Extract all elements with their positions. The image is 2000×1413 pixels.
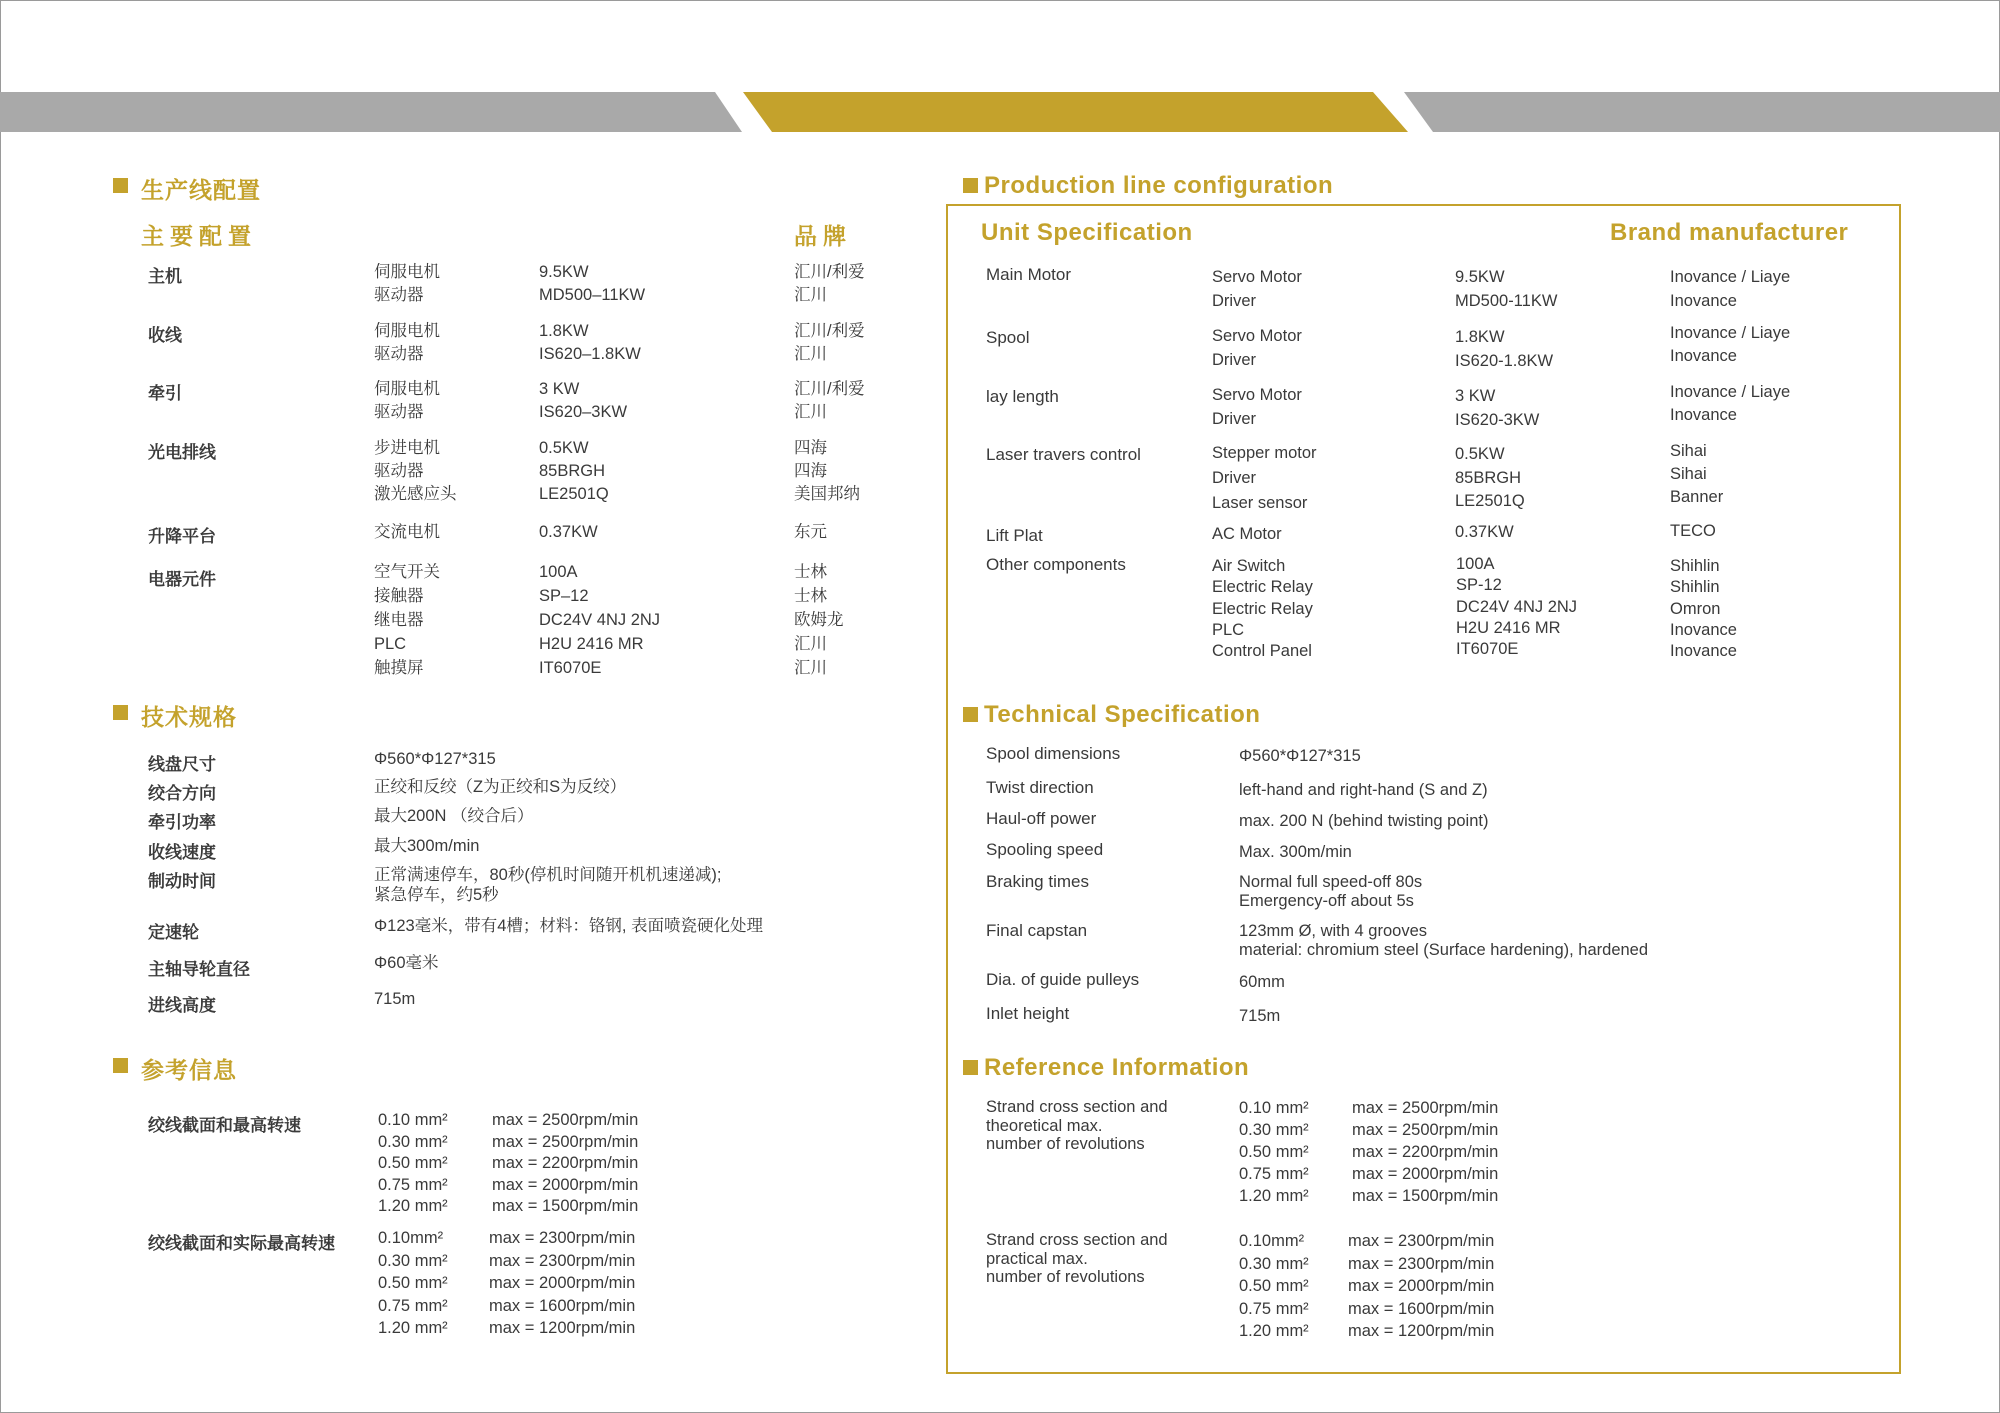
config-items: Servo Motor Driver bbox=[1212, 327, 1302, 369]
tech-value: 最大200N （绞合后） bbox=[374, 807, 534, 825]
section-title-config-en: Production line configuration bbox=[984, 172, 1334, 199]
header-banner bbox=[0, 92, 2000, 136]
config-unit: 光电排线 bbox=[148, 443, 216, 462]
ref-label: 绞线截面和实际最高转速 bbox=[148, 1234, 335, 1253]
config-items: Servo Motor Driver bbox=[1212, 268, 1302, 310]
tech-value: Max. 300m/min bbox=[1239, 843, 1352, 861]
section-title-ref-cn: 参考信息 bbox=[141, 1057, 237, 1083]
section-marker bbox=[113, 705, 128, 720]
unit-spec-heading: Unit Specification bbox=[981, 219, 1193, 246]
config-specs: 1.8KW IS620–1.8KW bbox=[539, 322, 641, 363]
tech-value: Φ560*Φ127*315 bbox=[1239, 747, 1361, 765]
main-config-heading: 主要配置 bbox=[141, 223, 257, 249]
section-title-tech-en: Technical Specification bbox=[984, 701, 1261, 728]
ref-label: Strand cross section and theoretical max. number of revolutions bbox=[986, 1098, 1168, 1153]
tech-label: Spool dimensions bbox=[986, 744, 1121, 763]
tech-value: 123mm Ø, with 4 grooves material: chromium steel (Surface hardening), hardened bbox=[1239, 922, 1649, 959]
banner-left-segment bbox=[0, 92, 742, 132]
tech-label: Final capstan bbox=[986, 921, 1088, 940]
tech-label: Braking times bbox=[986, 872, 1089, 891]
tech-value: left-hand and right-hand (S and Z) bbox=[1239, 781, 1488, 799]
ref-speeds: max = 2500rpm/min max = 2500rpm/min max = 2200rpm/min max = 2000rpm/min max = 1500rpm/min bbox=[1352, 1099, 1499, 1205]
section-title-ref-en: Reference Information bbox=[984, 1054, 1250, 1081]
config-items: 伺服电机 驱动器 bbox=[374, 263, 440, 304]
config-brands: TECO bbox=[1670, 522, 1716, 540]
config-unit: Spool bbox=[986, 328, 1030, 347]
config-specs: 0.5KW 85BRGH LE2501Q bbox=[539, 439, 609, 503]
config-specs: 9.5KW MD500–11KW bbox=[539, 263, 646, 304]
tech-value: Φ123毫米，带有4槽；材料：铬钢, 表面喷瓷硬化处理 bbox=[374, 917, 764, 935]
tech-label: Spooling speed bbox=[986, 840, 1104, 859]
config-brands: 四海 四海 美国邦纳 bbox=[794, 439, 860, 503]
tech-value: 715m bbox=[1239, 1007, 1281, 1025]
config-unit: Main Motor bbox=[986, 265, 1072, 284]
config-brands: 东元 bbox=[794, 523, 827, 541]
config-specs: 9.5KW MD500-11KW bbox=[1455, 268, 1558, 310]
tech-value: 正常满速停车，80秒(停机时间随开机机速递减); 紧急停车，约5秒 bbox=[374, 866, 722, 904]
ref-sections: 0.10mm² 0.30 mm² 0.50 mm² 0.75 mm² 1.20 mm² bbox=[1239, 1232, 1309, 1340]
config-unit: 收线 bbox=[148, 326, 182, 345]
config-items: 伺服电机 驱动器 bbox=[374, 380, 440, 421]
config-items: Stepper motor Driver Laser sensor bbox=[1212, 444, 1317, 512]
config-specs: 0.37KW bbox=[539, 523, 598, 541]
tech-label: 绞合方向 bbox=[148, 784, 216, 803]
ref-label: 绞线截面和最高转速 bbox=[148, 1116, 301, 1135]
tech-value: Φ60毫米 bbox=[374, 954, 439, 972]
brand-heading: 品牌 bbox=[794, 223, 852, 249]
config-unit: 主机 bbox=[148, 267, 182, 286]
config-items: Servo Motor Driver bbox=[1212, 386, 1302, 428]
section-marker bbox=[113, 178, 128, 193]
tech-label: 牵引功率 bbox=[148, 813, 216, 832]
tech-label: 收线速度 bbox=[148, 843, 216, 862]
brand-manufacturer-heading: Brand manufacturer bbox=[1610, 219, 1849, 246]
config-specs: 1.8KW IS620-1.8KW bbox=[1455, 328, 1554, 370]
config-specs: 3 KW IS620–3KW bbox=[539, 380, 628, 421]
config-brands: 汇川/利爱 汇川 bbox=[794, 380, 865, 421]
tech-label: Inlet height bbox=[986, 1004, 1070, 1023]
section-marker bbox=[963, 707, 978, 722]
banner-right-segment bbox=[1404, 92, 2000, 132]
config-items: AC Motor bbox=[1212, 525, 1282, 543]
tech-value: 最大300m/min bbox=[374, 837, 480, 855]
config-items: 空气开关 接触器 继电器 PLC 触摸屏 bbox=[374, 563, 440, 677]
section-marker bbox=[113, 1058, 128, 1073]
banner-center-segment bbox=[743, 92, 1408, 132]
section-marker bbox=[963, 178, 978, 193]
config-unit: Lift Plat bbox=[986, 526, 1043, 545]
tech-label: Twist direction bbox=[986, 778, 1094, 797]
tech-label: 线盘尺寸 bbox=[148, 755, 216, 774]
config-items: 伺服电机 驱动器 bbox=[374, 322, 440, 363]
config-unit: 升降平台 bbox=[148, 527, 216, 546]
config-specs: 0.37KW bbox=[1455, 523, 1514, 541]
config-brands: 士林 士林 欧姆龙 汇川 汇川 bbox=[794, 563, 844, 677]
tech-value: max. 200 N (behind twisting point) bbox=[1239, 812, 1489, 830]
config-unit: Other components bbox=[986, 555, 1126, 574]
ref-speeds: max = 2300rpm/min max = 2300rpm/min max = 2000rpm/min max = 1600rpm/min max = 1200rpm/min bbox=[1348, 1232, 1495, 1340]
config-specs: 100A SP–12 DC24V 4NJ 2NJ H2U 2416 MR IT6070E bbox=[539, 563, 661, 677]
config-specs: 100A SP-12 DC24V 4NJ 2NJ H2U 2416 MR IT6070E bbox=[1456, 555, 1578, 659]
config-brands: Inovance / Liaye Inovance bbox=[1670, 268, 1791, 310]
ref-speeds: max = 2500rpm/min max = 2500rpm/min max = 2200rpm/min max = 2000rpm/min max = 1500rpm/min bbox=[492, 1111, 639, 1215]
ref-sections: 0.10 mm² 0.30 mm² 0.50 mm² 0.75 mm² 1.20 mm² bbox=[1239, 1099, 1309, 1205]
config-unit: lay length bbox=[986, 387, 1059, 406]
config-brands: 汇川/利爱 汇川 bbox=[794, 263, 865, 304]
tech-label: 定速轮 bbox=[148, 923, 199, 942]
config-brands: Shihlin Shihlin Omron Inovance Inovance bbox=[1670, 557, 1737, 661]
tech-value: 715m bbox=[374, 990, 416, 1008]
ref-speeds: max = 2300rpm/min max = 2300rpm/min max = 2000rpm/min max = 1600rpm/min max = 1200rpm/min bbox=[489, 1229, 636, 1337]
tech-label: 进线高度 bbox=[148, 996, 216, 1015]
config-brands: Inovance / Liaye Inovance bbox=[1670, 324, 1791, 365]
config-unit: 电器元件 bbox=[148, 570, 216, 589]
tech-label: 制动时间 bbox=[148, 872, 216, 891]
tech-value: Φ560*Φ127*315 bbox=[374, 750, 496, 768]
tech-label: Dia. of guide pulleys bbox=[986, 970, 1140, 989]
tech-value: 60mm bbox=[1239, 973, 1285, 991]
config-unit: 牵引 bbox=[148, 384, 182, 403]
ref-sections: 0.10 mm² 0.30 mm² 0.50 mm² 0.75 mm² 1.20 mm² bbox=[378, 1111, 448, 1215]
config-items: 交流电机 bbox=[374, 523, 440, 541]
ref-label: Strand cross section and practical max. number of revolutions bbox=[986, 1231, 1168, 1286]
config-unit: Laser travers control bbox=[986, 445, 1141, 464]
config-specs: 0.5KW 85BRGH LE2501Q bbox=[1455, 445, 1525, 510]
config-brands: Sihai Sihai Banner bbox=[1670, 442, 1724, 506]
ref-sections: 0.10mm² 0.30 mm² 0.50 mm² 0.75 mm² 1.20 mm² bbox=[378, 1229, 448, 1337]
tech-value: 正绞和反绞（Z为正绞和S为反绞） bbox=[374, 778, 627, 796]
tech-value: Normal full speed-off 80s Emergency-off about 5s bbox=[1239, 873, 1423, 910]
section-marker bbox=[963, 1060, 978, 1075]
config-items: Air Switch Electric Relay Electric Relay PLC Control Panel bbox=[1212, 557, 1313, 661]
config-brands: 汇川/利爱 汇川 bbox=[794, 322, 865, 363]
section-title-config-cn: 生产线配置 bbox=[141, 177, 261, 203]
section-title-tech-cn: 技术规格 bbox=[141, 704, 237, 730]
tech-label: 主轴导轮直径 bbox=[148, 960, 250, 979]
tech-label: Haul-off power bbox=[986, 809, 1097, 828]
config-specs: 3 KW IS620-3KW bbox=[1455, 387, 1540, 429]
config-brands: Inovance / Liaye Inovance bbox=[1670, 383, 1791, 424]
config-items: 步进电机 驱动器 激光感应头 bbox=[374, 439, 457, 503]
